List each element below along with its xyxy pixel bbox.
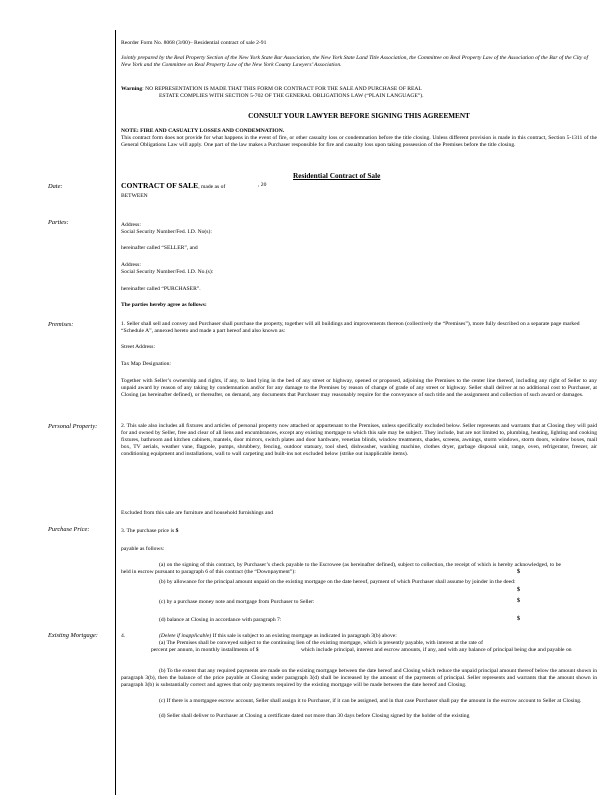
seller-address: Address: [121, 222, 141, 228]
margin-label-date: Date: [48, 183, 63, 190]
contract-title: Residential Contract of Sale [293, 171, 381, 180]
purchase-price-line [121, 528, 597, 535]
consult-heading: CONSULT YOUR LAWYER BEFORE SIGNING THIS AGREEMENT [248, 112, 470, 120]
purchase-price-label: 3. The purchase price is [121, 528, 175, 534]
payment-d: (d) balance at Closing in accordance with paragraph 7: [159, 617, 282, 623]
contract-date-line [121, 182, 597, 191]
mortgage-lead: (Delete if inapplicable) [159, 633, 212, 639]
mortgage-d: (d) Seller shall deliver to Purchaser at Closing a certificate dated not more than 30 days before Closing signed by the holder of the existing [159, 713, 470, 719]
prepared-by-note: Jointly prepared by the Real Property Section of the New York State Bar Association, the New York State Land Title Association, the Committee on Real Property Law of the Association of the Bar of the City of New York and the Committee on Real Property Law of the New York County Lawyers’ Association. [121, 55, 589, 68]
mortgage-number: 4. [121, 633, 126, 639]
payment-b: (b) by allowance for the principal amount unpaid on the existing mortgage on the date hereof, payment of which Purchaser shall assume by joinder in the deed: [159, 579, 516, 585]
mortgage-a-line3: which include principal, interest and escrow amounts, if any, and with any balance of principal being due and payable on [301, 647, 572, 653]
purchaser-ssn: Social Security Number/Fed. I.D. No.(s): [121, 269, 214, 275]
payment-c: (c) by a purchase money note and mortgage from Purchaser to Seller: [159, 599, 315, 605]
purchaser-designation: hereinafter called “PURCHASER”. [121, 286, 201, 292]
payment-b-dollar: $ [517, 587, 520, 593]
payment-c-dollar: $ [517, 598, 520, 604]
warning-label: Warning [121, 86, 143, 92]
premises-rights: Together with Seller’s ownership and rights, if any, to land lying in the bed of any street or highway, opened or proposed, adjoining the Premises to the center line thereof, including any right of Seller to any unpaid award by reason of any taking by condemnation and/or for any damage to the Premises by reason of change of grade of any street or highway. Seller shall deliver at no additional cost to Purchaser, at Closing (as hereinafter defined), or thereafter, on demand, any documents that Purchaser may reasonably require for the conveyance of such title and the assignment and collection of such award or damages. [121, 378, 597, 398]
warning-text: : NO REPRESENTATION IS MADE THAT THIS FORM OR CONTRACT FOR THE SALE AND PURCHASE OF REAL [142, 86, 422, 92]
margin-divider [115, 30, 116, 795]
tax-map: Tax Map Designation: [121, 361, 171, 367]
seller-ssn: Social Security Number/Fed. I.D. No(s): [121, 229, 212, 235]
margin-label-parties: Parties: [48, 219, 69, 226]
mortgage-lead-wrap [159, 633, 397, 640]
agreement-statement: The parties hereby agree as follows: [121, 302, 207, 308]
mortgage-a: (a) The Premises shall be conveyed subject to the continuing lien of the existing mortgage, which is presently payable, with interest at the rate of [159, 640, 483, 646]
street-address: Street Address: [121, 344, 156, 350]
warning-text-2: ESTATE COMPLIES WITH SECTION 5-702 OF THE GENERAL OBLIGATIONS LAW (“PLAIN LANGUAGE”). [159, 93, 424, 99]
purchase-price-dollar: $ [175, 528, 179, 534]
note-title: NOTE: FIRE AND CASUALTY LOSSES AND CONDEMNATION. [121, 128, 285, 134]
margin-label-purchase-price: Purchase Price: [48, 526, 90, 533]
margin-label-existing-mortgage: Existing Mortgage: [48, 632, 98, 639]
mortgage-c: (c) If there is a mortgagee escrow account, Seller shall assign it to Purchaser, if it can be assigned, and in that case Purchaser shall pay the amount in the escrow account to Seller at Closing. [159, 698, 582, 704]
reorder-line: Reorder Form No. 8068 (3/00)– Residential contract of sale 2-91 [121, 40, 267, 46]
excluded-items: Excluded from this sale are furniture and household furnishings and [121, 510, 274, 516]
mortgage-a-rate: percent per annum, in monthly installments of $ [151, 647, 259, 653]
payable-as-follows: payable as follows: [121, 546, 165, 552]
warning-line [121, 86, 597, 100]
payment-a: (a) on the signing of this contract, by Purchaser’s check payable to the Escrowee (as hereinafter defined), subject to collection, the receipt of which is hereby acknowledged, to be held in escrow pursuant to paragraph 6 of this contract (the “Downpayment”): [121, 562, 561, 575]
between-label: BETWEEN [121, 193, 148, 199]
margin-label-personal-property: Personal Property: [48, 423, 98, 430]
mortgage-lead-rest: If this sale is subject to an existing mortgage as indicated in paragraph 3(b) above: [211, 633, 397, 639]
seller-designation: hereinafter called “SELLER”, and [121, 245, 198, 251]
payment-d-dollar: $ [517, 616, 520, 622]
premises-paragraph: 1. Seller shall sell and convey and Purchaser shall purchase the property, together will all buildings and improvements thereon (collectively the “Premises”), more fully described on a separate page marked “Schedule A”, annexed hereto and made a part hereof and also known as: [121, 321, 580, 334]
contract-of-sale-label: CONTRACT OF SALE [121, 181, 199, 190]
mortgage-b: (b) To the extent that any required payments are made on the existing mortgage between the date hereof and Closing which reduce the unpaid principal amount thereof below the amount shown in paragraph 3(b), then the balance of the price payable at Closing under paragraph 3(d) shall be increased by the amount of the payments of principal. Seller represents and warrants that the amount shown in paragraph 3(b) is substantially correct and agrees that only payments required by the existing mortgage will be made between the date hereof and Closing. [121, 668, 597, 688]
personal-property-paragraph: 2. This sale also includes all fixtures and articles of personal property now attached or appurtenant to the Premises, unless specifically excluded below. Seller represents and warrants that at Closing they will paid for and owned by Seller, free and clear of all liens and encumbrances, except any existing mortgage to which this sale may be subject. They include, but are not limited to, plumbing, heating, lighting and cooking fixtures, bathroom and kitchen cabinets, mantels, door mirrors, switch plates and door hardware, venetian blinds, window treatments, shades, screens, awnings, storm windows, storm doors, window boxes, mail box, TV aerials, weather vane, flagpole, pumps, shrubbery, fencing, outdoor statuary, tool shed, dishwasher, washing machine, clothes dryer, garbage disposal unit, range, oven, refrigerator, freezer, air conditioning equipment and installations, wall to wall carpeting and built-ins not excluded below (strike out inapplicable items). [121, 423, 597, 457]
payment-a-dollar: $ [517, 569, 520, 575]
margin-label-premises: Premises: [48, 321, 74, 328]
made-as-of: , made as of [198, 184, 226, 190]
purchaser-address: Address: [121, 262, 141, 268]
year-field: , 20 [258, 182, 267, 188]
note-text: This contract form does not provide for what happens in the event of fire, or other casualty loss or condemnation before the title closing. Unless different provision is made in this contract, Section 5-1311 of the General Obligations Law will apply. One part of the law makes a Purchaser responsible for fire and casualty loss upon taking possession of the Premises before the title closing. [121, 135, 597, 148]
mortgage-heading [121, 633, 597, 640]
